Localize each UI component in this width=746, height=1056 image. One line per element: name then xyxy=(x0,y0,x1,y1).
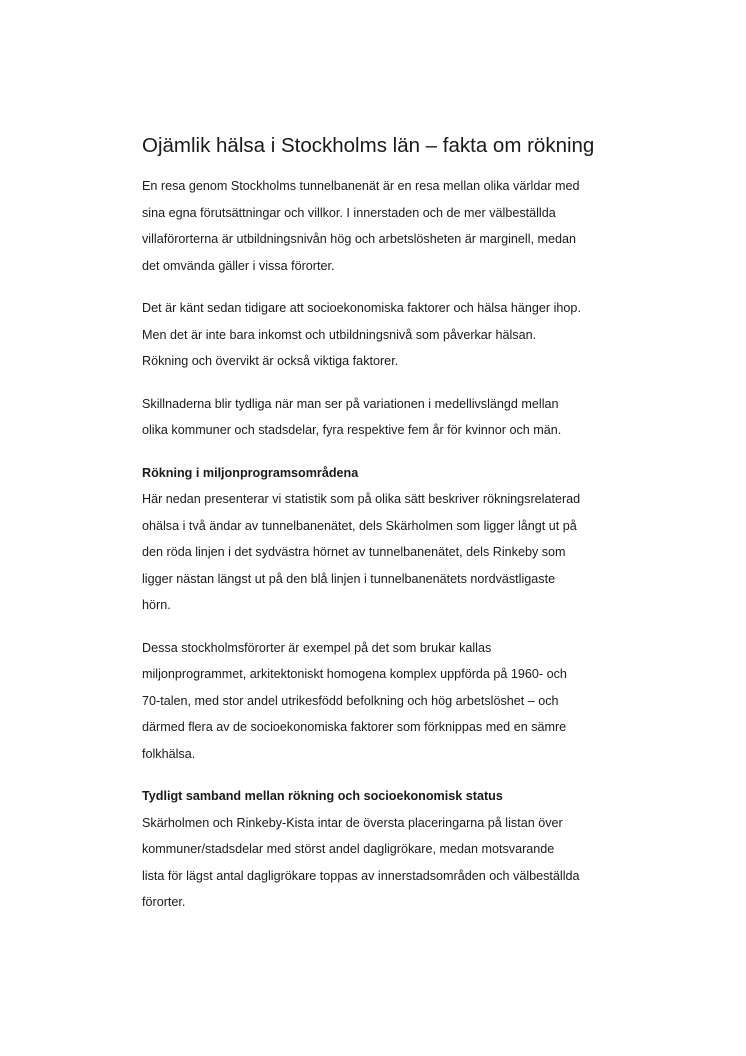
text-line: därmed flera av de socioekonomiska faktorer som förknippas med en sämre xyxy=(142,720,567,734)
text-line: den röda linjen i det sydvästra hörnet av tunnelbanenätet, dels Rinkeby som xyxy=(142,545,566,559)
text-line: det omvända gäller i vissa förorter. xyxy=(142,258,335,273)
text-line: Här nedan presenterar vi statistik som på olika sätt beskriver rökningsrelaterad xyxy=(142,492,581,506)
text-line: förorter. xyxy=(142,895,186,909)
text-line: sina egna förutsättningar och villkor. I innerstaden och de mer välbeställda xyxy=(142,205,556,220)
text-line: Men det är inte bara inkomst och utbildningsnivå som påverkar hälsan. xyxy=(142,327,537,342)
document-body xyxy=(142,131,622,932)
section-paragraph xyxy=(142,460,622,619)
text-line: miljonprogrammet, arkitektoniskt homogena komplex uppförda på 1960- och xyxy=(142,667,567,681)
text-line: Rökning och övervikt är också viktiga faktorer. xyxy=(142,354,399,368)
text-line: Skärholmen och Rinkeby-Kista intar de översta placeringarna på listan över xyxy=(142,815,563,830)
section-heading: Tydligt samband mellan rökning och socioekonomisk status xyxy=(142,789,503,803)
text-line: En resa genom Stockholms tunnelbanenät är en resa mellan olika världar med xyxy=(142,179,580,193)
section-heading: Rökning i miljonprogramsområdena xyxy=(142,465,359,480)
text-line: hörn. xyxy=(142,598,171,612)
text-line: ligger nästan längst ut på den blå linjen i tunnelbanenätets nordvästligaste xyxy=(142,571,556,586)
text-line: villaförorterna är utbildningsnivån hög och arbetslösheten är marginell, medan xyxy=(142,232,577,246)
text-line: Det är känt sedan tidigare att socioekonomiska faktorer och hälsa hänger ihop. xyxy=(142,301,581,315)
section-paragraph xyxy=(142,783,622,916)
text-line: 70-talen, med stor andel utrikesfödd befolkning och hög arbetslöshet – och xyxy=(142,693,559,708)
text-line: Dessa stockholmsförorter är exempel på det som brukar kallas xyxy=(142,640,492,655)
text-line: folkhälsa. xyxy=(142,746,196,761)
text-line: olika kommuner och stadsdelar, fyra respektive fem år för kvinnor och män. xyxy=(142,423,562,437)
paragraph-list xyxy=(142,173,622,916)
body-paragraph xyxy=(142,173,622,279)
body-paragraph xyxy=(142,635,622,768)
text-line: kommuner/stadsdelar med störst andel dagligrökare, medan motsvarande xyxy=(142,842,555,856)
body-paragraph xyxy=(142,295,622,375)
text-line: lista för lägst antal dagligrökare toppas av innerstadsområden och välbeställda xyxy=(142,868,580,883)
text-line: ohälsa i två ändar av tunnelbanenätet, dels Skärholmen som ligger långt ut på xyxy=(142,518,577,533)
body-paragraph xyxy=(142,391,622,444)
text-line: Skillnaderna blir tydliga när man ser på variationen i medellivslängd mellan xyxy=(142,396,559,411)
document-title: Ojämlik hälsa i Stockholms län – fakta om rökning xyxy=(142,134,595,157)
